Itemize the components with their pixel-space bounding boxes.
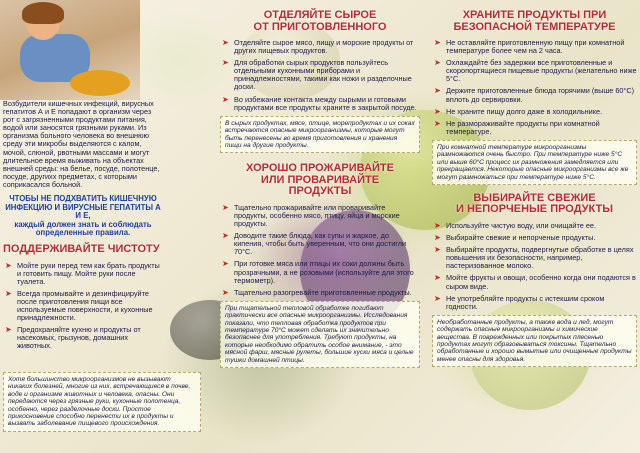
list-item: ➤ Не оставляйте приготовленную пищу при комнатной температуре более чем на 2 часа. — [434, 38, 625, 56]
list-item: ➤ Выбирайте продукты, подвергнутые обработке в целях повышения их безопасности, например, пастеризованное молоко. — [434, 245, 634, 271]
arrow-right-icon: ➤ — [222, 38, 229, 47]
section-title-fresh: ВЫБИРАЙТЕ СВЕЖИЕ И НЕПОРЧЕНЫЕ ПРОДУКТЫ — [455, 191, 613, 216]
call-line-3: каждый должен знать и соблюдать определенные правила. — [14, 219, 152, 238]
list-item: ➤ Для обработки сырых продуктов пользуйтесь отдельными кухонными приборами и принадлежностями, такими как ножи и разделочные доски. — [222, 58, 412, 92]
arrow-right-icon: ➤ — [5, 288, 12, 298]
store-list — [432, 39, 637, 136]
separate-list — [220, 39, 420, 112]
list-item: ➤ Охлаждайте без задержки все приготовленные и скоропортящиеся пищевые продукты (желательно ниже 5°С. — [434, 58, 637, 84]
list-item: ➤ Во избежание контакта между сырыми и готовыми продуктами все продукты храните в закрытой посуде. — [222, 94, 417, 112]
list-item: ➤ Тщательно разогревайте приготовленные продукты. — [222, 287, 412, 297]
list-item: ➤ Предохраняйте кухню и продукты от насекомых, грызунов, домашних животных. — [5, 325, 141, 351]
arrow-right-icon: ➤ — [434, 220, 441, 230]
list-item: ➤ Не употребляйте продукты с истекшим сроком годности. — [434, 293, 605, 311]
arrow-right-icon: ➤ — [434, 293, 441, 303]
clean-list — [3, 262, 163, 351]
arrow-right-icon: ➤ — [434, 106, 441, 116]
arrow-right-icon: ➤ — [222, 58, 229, 68]
list-item: ➤ Мойте руки перед тем как брать продукты и готовить пищу. Мойте руки после туалета. — [5, 260, 160, 286]
list-item: ➤ При готовке мяса или птицы их соки должны быть прозрачными, а не розовыми (используйте для этого термометр). — [222, 259, 414, 285]
column-middle — [220, 10, 420, 372]
arrow-right-icon: ➤ — [434, 86, 441, 96]
list-item: ➤ Отделяйте сырое мясо, пищу и морские продукты от других пищевых продуктов. — [222, 38, 414, 56]
arrow-right-icon: ➤ — [434, 38, 441, 47]
fresh-note: Необработанные продукты, а также вода и лед, могут содержать опасные микроорганизмы и химические вещества. В поврежденных или покрытых плесенью продуктах могут образовываться токсины. Тщательно обработанные и хорошо вымытые или очищенные продукты менее опасны для здоровья. — [432, 315, 637, 367]
clean-note: Хотя большинство микроорганизмов не вызывают никаких болезней, многие из них, встречающиеся в почве, воде и организме животных и человека, опасны. Они передаются через грязные руки, кухонные полотенца, особенно, через разделочные доски. Простое прикосновение способно перенести их в продукты и вызвать заболевание пищевого происхождения. — [3, 372, 201, 432]
arrow-right-icon: ➤ — [222, 94, 229, 104]
section-title-separate: ОТДЕЛЯЙТЕ СЫРОЕ ОТ ПРИГОТОВЛЕННОГО — [253, 9, 387, 33]
list-item: ➤ Тщательно прожаривайте или проваривайте продукты, особенно мясо, птицу, яйца и морские продукты. — [222, 202, 400, 229]
column-left — [3, 100, 163, 354]
arrow-right-icon: ➤ — [5, 325, 12, 335]
arrow-right-icon: ➤ — [222, 287, 229, 297]
arrow-right-icon: ➤ — [222, 259, 229, 269]
fresh-list — [432, 222, 637, 311]
list-item: ➤ Выбирайте свежие и непорченые продукты. — [434, 233, 596, 243]
section-title-clean: ПОДДЕРЖИВАЙТЕ ЧИСТОТУ — [3, 243, 160, 255]
store-note: При комнатной температуре микроорганизмы размножаются очень быстро. При температуре ниже 5°С или выше 60°С процесс их размножения замедляется или прекращается. Некоторые опасные микроорганизмы все же могут размножаться при температуре ниже 5°С. — [432, 140, 637, 185]
section-title-cook: ХОРОШО ПРОЖАРИВАЙТЕ ИЛИ ПРОВАРИВАЙТЕ ПРОДУКТЫ — [246, 162, 394, 198]
list-item: ➤ Доводите такие блюда, как супы и жаркое, до кипения, чтобы быть уверенным, что они достигли 70°С. — [222, 231, 407, 257]
list-item: ➤ Держите приготовленные блюда горячими (выше 60°С) вплоть до сервировки. — [434, 86, 635, 104]
arrow-right-icon: ➤ — [434, 58, 441, 68]
list-item: ➤ Всегда промывайте и дезинфицируйте после приготовления пищи все используемые поверхности, и кухонные принадлежности. — [5, 288, 153, 323]
list-item: ➤ Используйте чистую воду, или очищайте ее. — [434, 220, 596, 230]
arrow-right-icon: ➤ — [434, 233, 441, 243]
child-photo — [0, 0, 140, 100]
arrow-right-icon: ➤ — [222, 202, 229, 212]
call-line-1: ЧТОБЫ НЕ ПОДХВАТИТЬ КИШЕЧНУЮ — [9, 194, 157, 204]
intro-text: Возбудители кишечных инфекций, вирусных гепатитов А и Е попадают в организм через рот с загрязненными продуктами питания, водой или заносятся грязными руками. Из организма больного человека во внешнюю среду эти микробы выделяются с калом, мочой, слюной, рвотными массами и могут длительное время выживать на объектах внешней среды: на белье, посуде, полотенце, посуде, другихх предметах, с которыми соприкасался больной. — [3, 99, 160, 189]
arrow-right-icon: ➤ — [5, 260, 12, 270]
column-right — [432, 10, 637, 371]
arrow-right-icon: ➤ — [434, 245, 441, 255]
arrow-right-icon: ➤ — [222, 231, 229, 241]
separate-note: В сырых продуктах, мясе, птице, морепродуктах и их соках встречаются опасные микроорганизмы, которые могут быть перенесены во время приготовления и хранения пищи на другие продукты. — [220, 116, 420, 154]
section-title-store: ХРАНИТЕ ПРОДУКТЫ ПРИ БЕЗОПАСНОЙ ТЕМПЕРАТУРЕ — [453, 9, 616, 33]
arrow-right-icon: ➤ — [434, 273, 441, 283]
cook-note: При тщательной тепловой обработке погибают практически все опасные микроорганизмы. Исследования показали, что тепловая обработка продуктов при температуре 70°С может сделать их значительно безопаснее для употребления. Требуют продукты, на которые необходимо обратить особое внимание, - это мясной фарш, мясные рулеты, большие куски мяса и целые тушки домашней птицы. — [220, 301, 420, 368]
list-item: ➤ Не храните пищу долго даже в холодильнике. — [434, 106, 603, 116]
list-item: ➤ Мойте фрукты и овощи, особенно когда они подаются в сыром виде. — [434, 273, 636, 291]
call-line-2: ИНФЕКЦИЮ И ВИРУСНЫЕ ГЕПАТИТЫ А И Е, — [5, 202, 161, 221]
cook-list — [220, 204, 420, 297]
call-to-action — [3, 195, 163, 238]
list-item: ➤ Не размораживайте продукты при комнатной температуре. — [434, 118, 600, 136]
arrow-right-icon: ➤ — [434, 118, 441, 128]
